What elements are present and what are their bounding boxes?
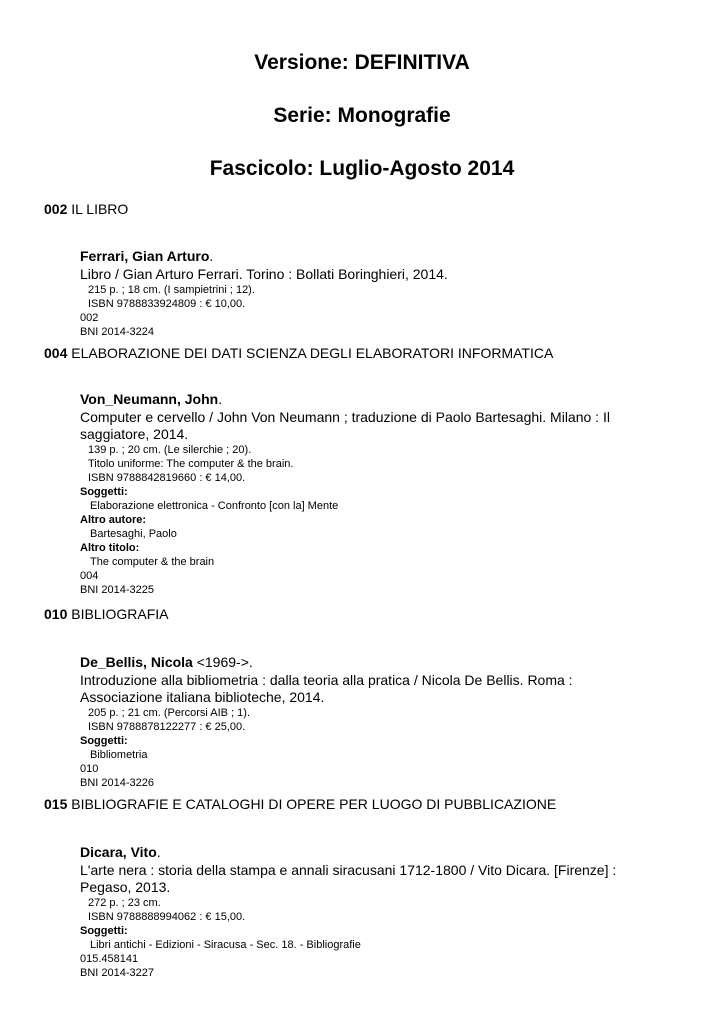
entry-bni: BNI 2014-3225 — [80, 584, 154, 596]
entry-uniform-title: Titolo uniforme: The computer & the brain. — [88, 458, 294, 470]
entry-title: Libro / Gian Arturo Ferrari. Torino : Bollati Boringhieri, 2014. — [80, 266, 448, 282]
catalog-entry — [80, 653, 660, 790]
version-heading: Versione: DEFINITIVA — [254, 51, 470, 74]
entry-classification: 004 — [80, 570, 99, 582]
entry-classification: 010 — [80, 763, 99, 775]
section-name: ELABORAZIONE DEI DATI SCIENZA DEGLI ELABORATORI INFORMATICA — [71, 345, 554, 361]
section-name: BIBLIOGRAFIE E CATALOGHI DI OPERE PER LUOGO DI PUBBLICAZIONE — [71, 796, 557, 812]
catalog-entry — [80, 390, 660, 597]
catalog-entry — [80, 843, 660, 980]
entry-author: De_Bellis, Nicola <1969->. — [80, 654, 253, 670]
entry-physical: 215 p. ; 18 cm. (I sampietrini ; 12). — [88, 284, 255, 296]
section-code: 002 — [44, 201, 68, 217]
entry-isbn: ISBN 9788878122277 : € 25,00. — [88, 721, 246, 733]
entry-bni: BNI 2014-3226 — [80, 777, 154, 789]
entry-classification: 015.458141 — [80, 953, 139, 965]
entry-isbn: ISBN 9788888994062 : € 15,00. — [88, 911, 246, 923]
entry-title: Introduzione alla bibliometria : dalla teoria alla pratica / Nicola De Bellis. Roma : Associazione italiana biblioteche, 2014. — [80, 672, 573, 705]
series-heading: Serie: Monografie — [273, 104, 451, 127]
entry-title: Computer e cervello / John Von Neumann ; traduzione di Paolo Bartesaghi. Milano : Il saggiatore, 2014. — [80, 409, 610, 442]
entry-physical: 272 p. ; 23 cm. — [88, 897, 161, 909]
section-code: 015 — [44, 796, 68, 812]
section-code: 010 — [44, 606, 68, 622]
entry-subject: Libri antichi - Edizioni - Siracusa - Sec. 18. - Bibliografie — [90, 939, 361, 951]
entry-isbn: ISBN 9788833924809 : € 10,00. — [88, 298, 246, 310]
entry-classification: 002 — [80, 312, 99, 324]
entry-title: L'arte nera : storia della stampa e annali siracusani 1712-1800 / Vito Dicara. [Firenze] : Pegaso, 2013. — [80, 862, 617, 895]
entry-other-author: Bartesaghi, Paolo — [90, 528, 177, 540]
section-heading — [44, 344, 553, 362]
entry-subject: Bibliometria — [90, 749, 148, 761]
catalog-entry — [80, 247, 660, 339]
other-author-label: Altro autore: — [80, 514, 146, 526]
entry-other-title: The computer & the brain — [90, 556, 215, 568]
section-heading — [44, 200, 128, 218]
entry-physical: 139 p. ; 20 cm. (Le silerchie ; 20). — [88, 444, 252, 456]
section-code: 004 — [44, 345, 68, 361]
entry-author: Ferrari, Gian Arturo. — [80, 248, 214, 264]
other-title-label: Altro titolo: — [80, 542, 140, 554]
entry-physical: 205 p. ; 21 cm. (Percorsi AIB ; 1). — [88, 707, 251, 719]
entry-isbn: ISBN 9788842819660 : € 14,00. — [88, 472, 246, 484]
subjects-label: Soggetti: — [80, 486, 128, 498]
entry-bni: BNI 2014-3224 — [80, 326, 154, 338]
entry-author: Von_Neumann, John. — [80, 391, 223, 407]
issue-heading: Fascicolo: Luglio-Agosto 2014 — [209, 157, 515, 180]
section-heading — [44, 795, 556, 813]
section-name: IL LIBRO — [71, 201, 129, 217]
section-heading — [44, 605, 169, 623]
subjects-label: Soggetti: — [80, 735, 128, 747]
entry-bni: BNI 2014-3227 — [80, 967, 154, 979]
subjects-label: Soggetti: — [80, 925, 128, 937]
entry-author: Dicara, Vito. — [80, 844, 161, 860]
section-name: BIBLIOGRAFIA — [71, 606, 169, 622]
entry-subject: Elaborazione elettronica - Confronto [con la] Mente — [90, 500, 339, 512]
